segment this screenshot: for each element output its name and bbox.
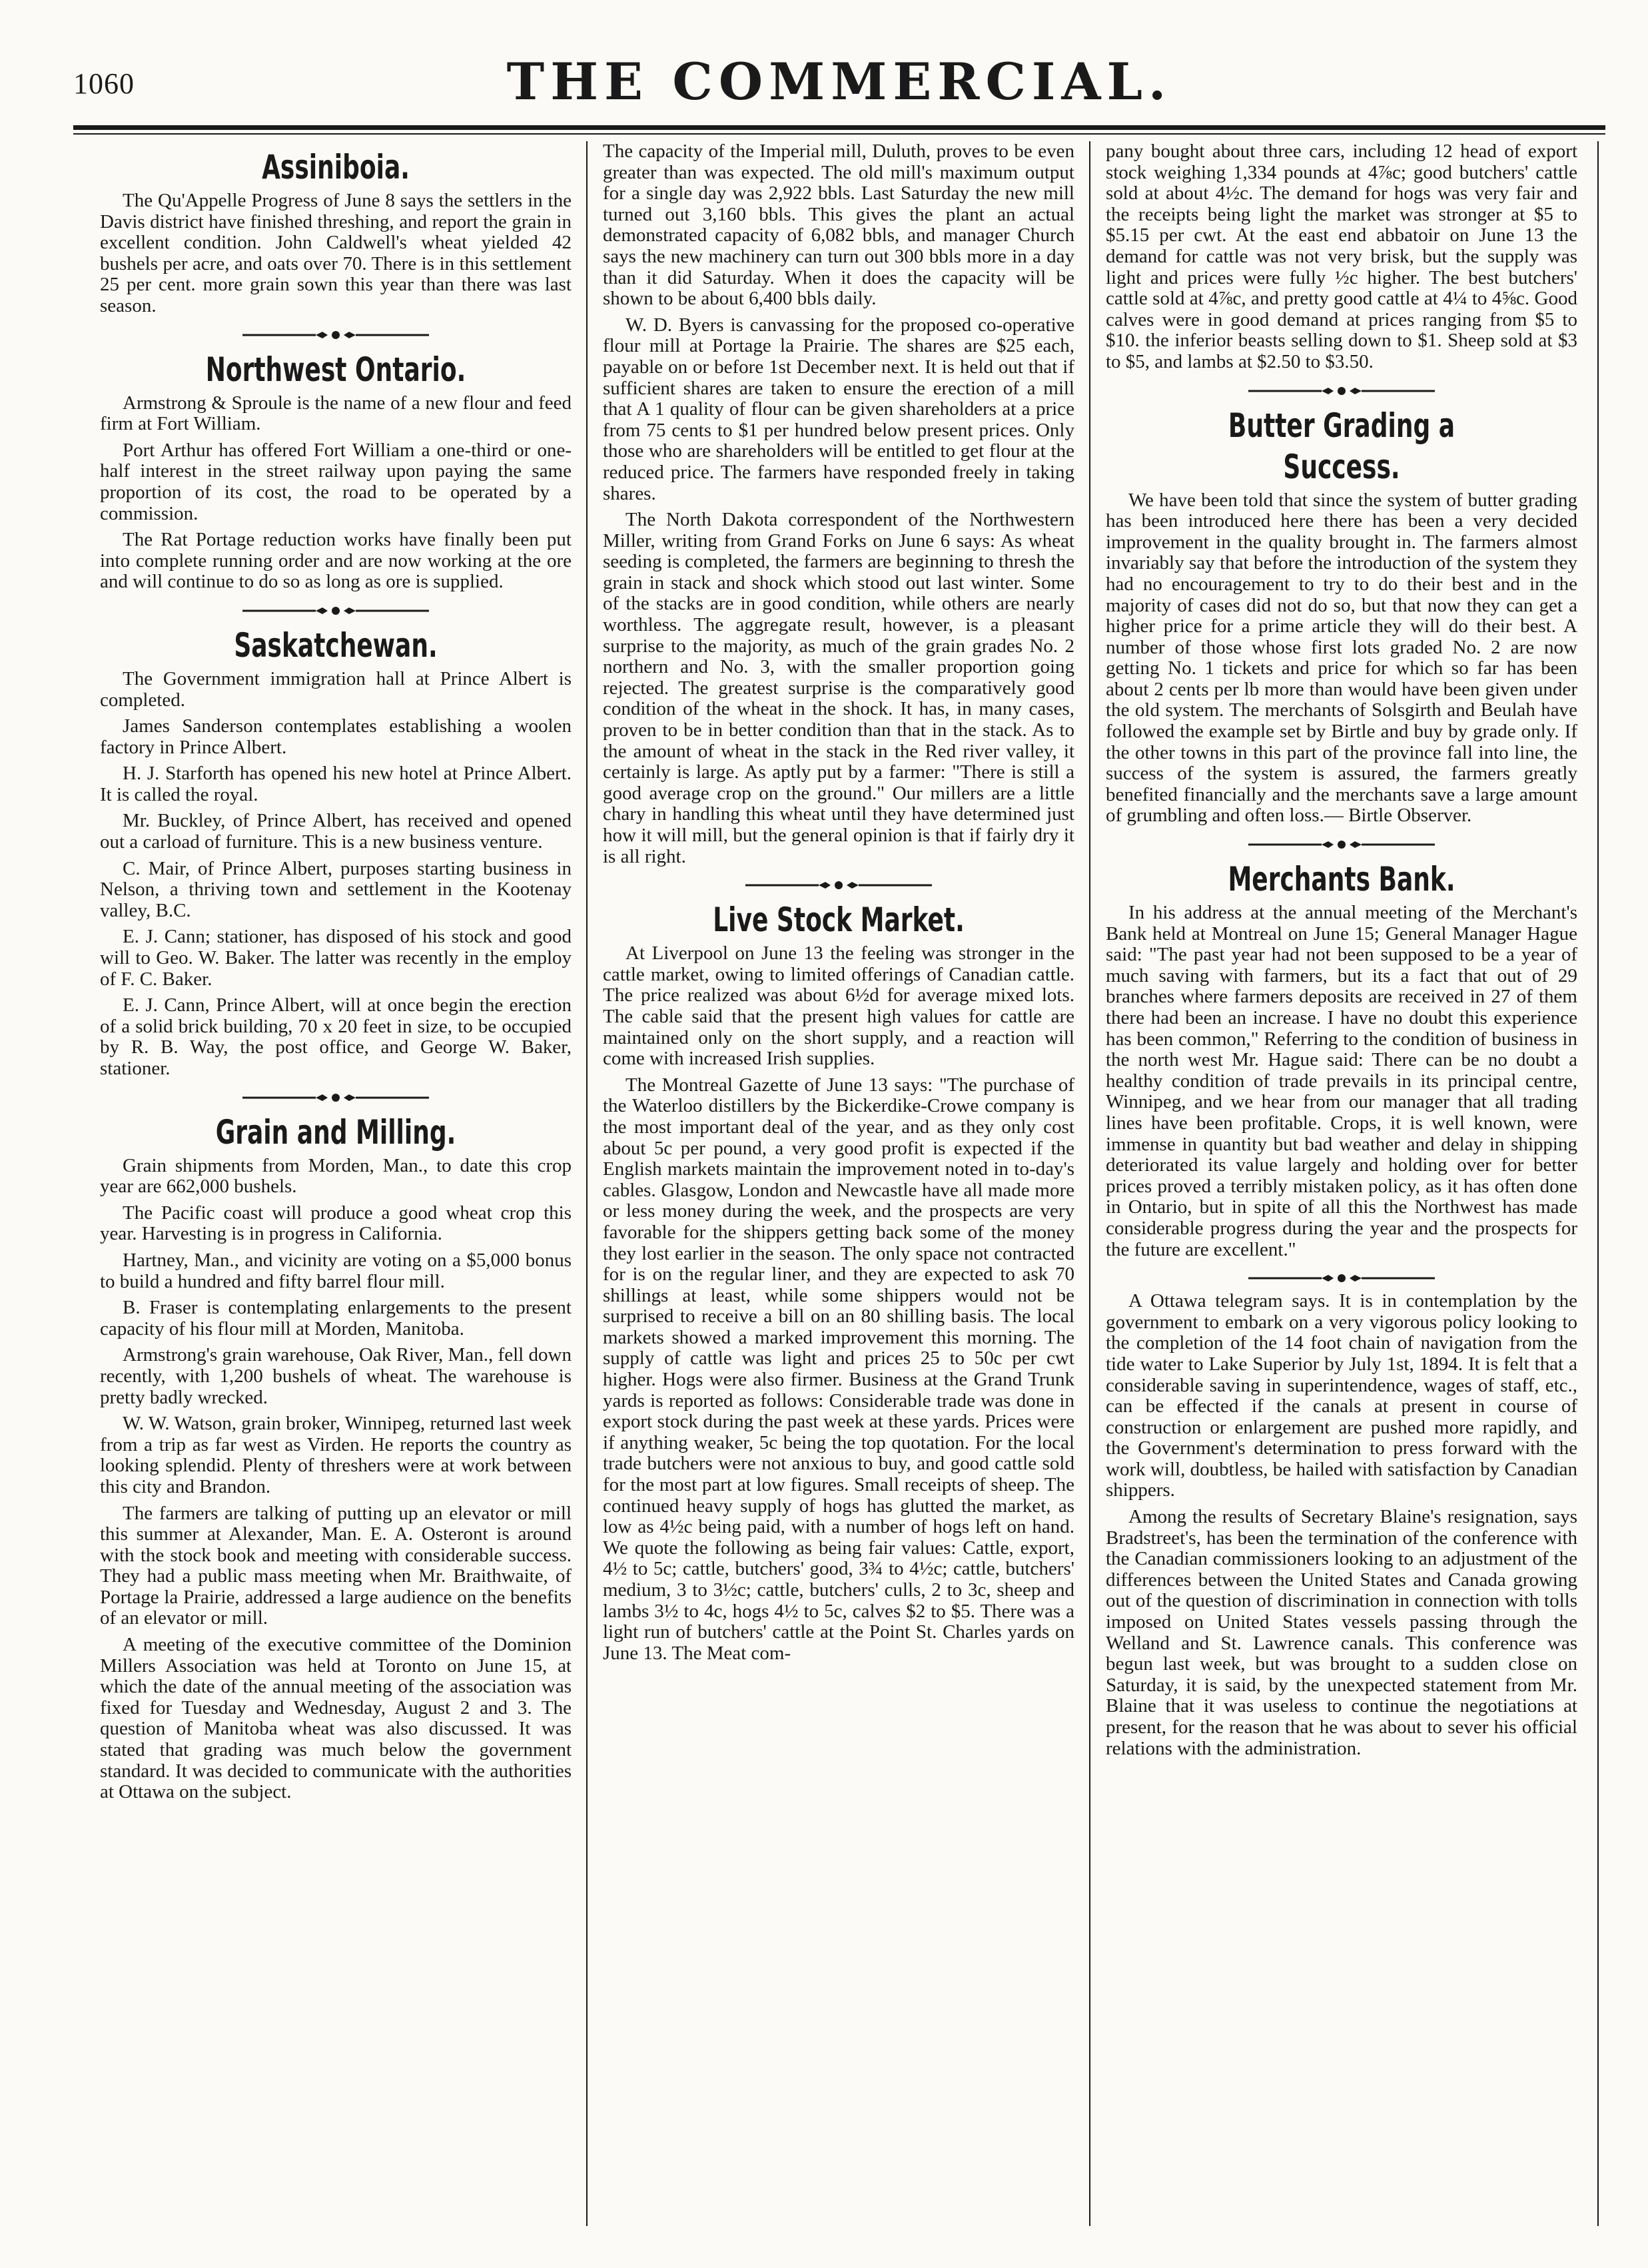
article-paragraph: Mr. Buckley, of Prince Albert, has received and opened out a carload of furniture. This is a new business venture. [100,810,572,853]
section-heading: Grain and Milling. [215,1112,456,1152]
article-paragraph: W. W. Watson, grain broker, Winnipeg, returned last week from a trip as far west as Virden. He reports the country as looking splendid. Plenty of threshers were at work between this city and Brandon. [100,1413,572,1497]
article-paragraph: A meeting of the executive committee of the Dominion Millers Association was held at Toronto on June 15, at which the date of the annual meeting of the association was fixed for Tuesday and Wednesday, August 2 and 3. The question of Manitoba wheat was also discussed. It was stated that grading was much below the government standard. It was decided to communicate with the authorities at Ottawa on the subject. [100,1634,572,1803]
ornament-divider-icon [100,1086,572,1106]
section-heading: Assiniboia. [262,148,410,187]
article-paragraph: Armstrong's grain warehouse, Oak River, Man., fell down recently, with 1,200 bushels of wheat. The warehouse is pretty badly wrecked. [100,1344,572,1408]
article-paragraph: The North Dakota correspondent of the Northwestern Miller, writing from Grand Forks on June 6 says: As wheat seeding is completed, the farmers are beginning to thresh the grain in stack and shock which stood out last winter. Some of the stacks are in good condition, while others are nearly worthless. The aggregate result, however, is a pleasant surprise to the majority, as much of the grain grades No. 2 northern and No. 3, with the smaller proportion going rejected. The greatest surprise is the comparatively good condition of the wheat in the shock. It has, in many cases, proven to be in better condition than that in the stack. As to the amount of wheat in the stack in the Red river valley, it certainly is large. As aptly put by a farmer: "There is still a good average crop on the ground." Our millers are a little chary in handling this wheat until they have determined just how it will mill, but the general opinion is that if fairly dry it is all right. [603,509,1074,867]
ornament-divider-icon [603,874,1074,894]
article-paragraph: The farmers are talking of putting up an elevator or mill this summer at Alexander, Man. E. A. Osteront is around with the stock book and meeting with considerable success. They had a public mass meeting when Mr. Braithwaite, of Portage la Prairie, addressed a large audience on the benefits of an elevator or mill. [100,1502,572,1629]
column-1 [100,141,572,2233]
article-paragraph: E. J. Cann, Prince Albert, will at once begin the erection of a solid brick building, 70 x 20 feet in size, to be occupied by R. B. Way, the post office, and George W. Baker, stationer. [100,994,572,1079]
ornament-divider-icon [100,599,572,619]
column-rule [1597,141,1599,2226]
ornament-divider-icon [100,324,572,344]
ornament-divider-icon [1106,1267,1577,1287]
article-paragraph: At Liverpool on June 13 the feeling was stronger in the cattle market, owing to limited offerings of Canadian cattle. The price realized was about 6½d for average mixed lots. The cable said that the present high values for cattle are maintained only on the short supply, and a reaction will come with increased Irish supplies. [603,943,1074,1070]
article-paragraph: W. D. Byers is canvassing for the proposed co-operative flour mill at Portage la Prairie. The shares are $25 each, payable on or before 1st December next. It is held out that if sufficient shares are taken to ensure the erection of a mill that A 1 quality of flour can be given shareholders at a price from 75 cents to $1 per hundred below present prices. Only those who are shareholders will be entitled to get flour at the reduced price. The farmers have responded freely in taking shares. [603,314,1074,504]
section-heading: Live Stock Market. [713,901,965,940]
masthead [73,27,1605,113]
article-paragraph: Armstrong & Sproule is the name of a new flour and feed firm at Fort William. [100,392,572,435]
article-paragraph: Hartney, Man., and vicinity are voting on a $5,000 bonus to build a hundred and fifty barrel flour mill. [100,1249,572,1292]
masthead-rule [73,125,1605,130]
article-paragraph: A Ottawa telegram says. It is in contemplation by the government to embark on a very vigorous policy looking to the completion of the 14 foot chain of navigation from the tide water to Lake Superior by July 1st, 1894. It is felt that a considerable saving in superintendence, wages of staff, etc., can be effected if the canals at present in course of construction or enlargement are pushed more rapidly, and the Government's determination to press forward with the work will, doubtless, be hailed with satisfaction by Canadian shippers. [1106,1290,1577,1501]
ornament-divider-icon [1106,380,1577,400]
article-paragraph: The capacity of the Imperial mill, Duluth, proves to be even greater than was expected. The old mill's maximum output for a single day was 2,922 bbls. Last Saturday the new mill turned out 3,160 bbls. This gives the plant an actual demonstrated capacity of 6,082 bbls, and manager Church says the new machinery can turn out 300 bbls more in a day than it did Saturday. When it does the capacity will be shown to be about 6,400 bbls daily. [603,141,1074,310]
article-paragraph: The Rat Portage reduction works have finally been put into complete running order and are now working at the ore and will continue to do so as long as ore is supplied. [100,529,572,593]
article-paragraph: pany bought about three cars, including 12 head of export stock weighing 1,334 pounds at 4⅞c; good butchers' cattle sold at about 4½c. The demand for hogs was very fair and the receipts being light the market was stronger at $5 to $5.15 per cwt. At the east end abbatoir on June 13 the demand for cattle was not very brisk, but the supply was light and prices were fully ½c higher. The best butchers' cattle sold at 4⅞c, and pretty good cattle at 4¼ to 4⅝c. Good calves were in good demand at prices ranging from $5 to $10. the inferior beasts selling down to $1. Sheep sold at $3 to $5, and lambs at $2.50 to $3.50. [1106,141,1577,372]
column-3 [1106,141,1577,2233]
column-2 [603,141,1074,2233]
page-number: 1060 [73,67,135,100]
section-heading: Northwest Ontario. [205,350,466,389]
section-heading: Merchants Bank. [1228,860,1455,899]
column-rule [586,141,588,2226]
article-paragraph: B. Fraser is contemplating enlargements to the present capacity of his flour mill at Morden, Manitoba. [100,1297,572,1339]
article-paragraph: C. Mair, of Prince Albert, purposes starting business in Nelson, a thriving town and settlement in the Kootenay valley, B.C. [100,857,572,921]
article-paragraph: We have been told that since the system of butter grading has been introduced here there has been a very decided improvement in the quality brought in. The farmers almost invariably say that before the introduction of the system they had no encouragement to try to do their best and in the majority of cases did not do so, but that now they can get a higher price for a prime article they will do their best. A number of those whose first lots graded No. 2 are now getting No. 1 tickets and price for which so far has been about 2 cents per lb more than would have been given under the old system. The merchants of Solsgirth and Beulah have followed the example set by Birtle and buy by grade only. If the other towns in this part of the province fall into line, the success of the system is assured, the farmers greatly benefited financially and the merchants save a large amount of grumbling and often loss.— Birtle Observer. [1106,489,1577,827]
article-paragraph: Port Arthur has offered Fort William a one-third or one-half interest in the street railway upon paying the same proportion of its cost, the road to be operated by a commission. [100,439,572,524]
ornament-divider-icon [1106,833,1577,853]
article-paragraph: In his address at the annual meeting of the Merchant's Bank held at Montreal on June 15; General Manager Hague said: "The past year had not been supposed to be a year of much saving with farmers, but its a fact that out of 29 branches where farmers deposits are received in 27 of them there had been an increase. I have no doubt this experience has been common," Referring to the condition of business in the north west Mr. Hague said: There can be no doubt a healthy condition of trade prevails in its principal centre, Winnipeg, and we hear from our manager that all trading lines have been profitable. Crops, it is well known, were immense in quantity but bad weather and delay in shipping deteriorated its value largely and holding over for better prices proved a terribly mistaken policy, as it has often done in Ontario, but in spite of all this the Northwest has made considerable progress during the year and the prospects for the future are excellent." [1106,902,1577,1260]
article-paragraph: James Sanderson contemplates establishing a woolen factory in Prince Albert. [100,715,572,758]
section-heading: Saskatchewan. [234,625,438,665]
article-paragraph: E. J. Cann; stationer, has disposed of his stock and good will to Geo. W. Baker. The latter was recently in the employ of F. C. Baker. [100,926,572,990]
article-paragraph: The Qu'Appelle Progress of June 8 says the settlers in the Davis district have finished threshing, and report the grain in excellent condition. John Caldwell's wheat yielded 42 bushels per acre, and oats over 70. There is in this settlement 25 per cent. more grain sown this year than there was last season. [100,190,572,316]
article-paragraph: H. J. Starforth has opened his new hotel at Prince Albert. It is called the royal. [100,763,572,805]
article-paragraph: The Pacific coast will produce a good wheat crop this year. Harvesting is in progress in California. [100,1202,572,1245]
newspaper-title: THE COMMERCIAL. [506,52,1172,111]
column-rule [1089,141,1090,2226]
article-paragraph: The Montreal Gazette of June 13 says: "The purchase of the Waterloo distillers by the Bickerdike-Crowe company is the most important deal of the year, and as they only cost about 5c per pound, a very good profit is expected if the English markets maintain the improvement noted in to-day's cables. Glasgow, London and Newcastle have all made more or less money during the week, and the prospects are very favorable for the shippers getting back some of the money they lost earlier in the season. The only space not contracted for is on the regular liner, and they are expected to ask 70 shillings at least, while some shippers would not be surprised to receive a bill on an 80 shilling basis. The local markets showed a marked improvement this morning. The supply of cattle was light and prices 25 to 50c per cwt higher. Hogs were also firmer. Business at the Grand Trunk yards is reported as follows: Considerable trade was done in export stock during the past week at these yards. Prices were if anything weaker, 5c being the top quotation. For the local trade butchers were not anxious to buy, and good cattle sold for the most part at low figures. Small receipts of sheep. The continued heavy supply of hogs has glutted the market, as low as 4½c being paid, with a number of hogs left on hand. We quote the following as being fair values: Cattle, export, 4½ to 5c; cattle, butchers' good, 3¾ to 4½c; cattle, butchers' medium, 3 to 3½c; cattle, butchers' culls, 2 to 3c, sheep and lambs 3½ to 4c, hogs 4½ to 5c, calves $2 to $5. There was a light run of butchers' cattle at the Point St. Charles yards on June 13. The Meat com- [603,1074,1074,1664]
article-paragraph: Among the results of Secretary Blaine's resignation, says Bradstreet's, has been the termination of the conference with the Canadian commissioners looking to an adjustment of the differences between the United States and Canada growing out of the question of discrimination in connection with tolls imposed on United States vessels passing through the Welland and St. Lawrence canals. This conference was begun last week, but was brought to a sudden close on Saturday, it is said, by the unexpected statement from Mr. Blaine that it was useless to continue the negotiations at present, for the reason that he was about to sever his official relations with the administration. [1106,1506,1577,1759]
article-paragraph: Grain shipments from Morden, Man., to date this crop year are 662,000 bushels. [100,1154,572,1198]
masthead-rule-thin [73,133,1605,135]
article-paragraph: The Government immigration hall at Prince Albert is completed. [100,667,572,711]
section-heading: Butter Grading a Success. [1228,406,1455,486]
